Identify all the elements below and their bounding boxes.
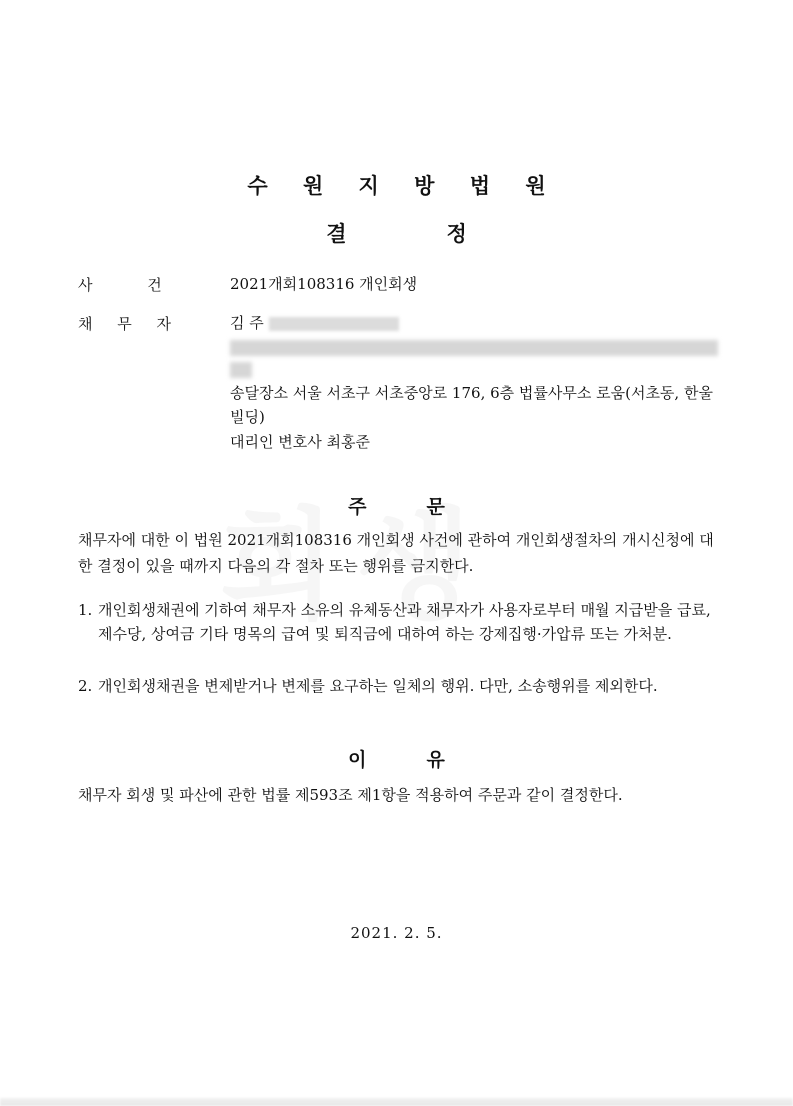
reason-heading — [0, 745, 793, 772]
case-number: 2021개회108316 개인회생 — [230, 275, 418, 293]
debtor-name-line — [230, 311, 399, 335]
order-item-number: 1. — [78, 601, 93, 619]
reason-text: 채무자 회생 및 파산에 관한 법률 제593조 제1항을 적용하여 주문과 같이 결정한다. — [78, 786, 623, 804]
order-heading-right: 문 — [426, 496, 445, 518]
redacted-id-number — [269, 317, 399, 331]
redacted-address-line — [230, 340, 718, 356]
case-label: 사 건 — [78, 276, 162, 294]
order-item — [78, 674, 718, 698]
debtor-label: 채 무 자 — [78, 315, 172, 333]
court-name: 수 원 지 방 법 원 — [247, 174, 560, 198]
order-item — [78, 598, 718, 646]
document-title — [0, 218, 793, 248]
order-item-text: 개인회생채권에 기하여 채무자 소유의 유체동산과 채무자가 사용자로부터 매월 지급받을 급료, 제수당, 상여금 기타 명목의 급여 및 퇴직금에 대하여 하는 강제집행·가압류 또는 가처분. — [98, 601, 711, 643]
reason-heading-right: 유 — [426, 749, 445, 771]
order-heading-left: 주 — [348, 496, 367, 518]
decision-date: 2021. 2. 5. — [350, 924, 443, 942]
document-title-right: 정 — [446, 222, 467, 246]
order-text: 채무자에 대한 이 법원 2021개회108316 개인회생 사건에 관하여 개인회생절차의 개시신청에 대한 결정이 있을 때까지 다음의 각 절차 또는 행위를 금지한다. — [78, 531, 714, 575]
debtor-name: 김 주 — [230, 314, 264, 332]
document-title-left: 결 — [326, 222, 347, 246]
order-item-text: 개인회생채권을 변제받거나 변제를 요구하는 일체의 행위. 다만, 소송행위를 제외한다. — [98, 677, 658, 695]
service-address: 송달장소 서울 서초구 서초중앙로 176, 6층 법률사무소 로움(서초동, 한울빌딩) — [230, 384, 713, 426]
order-item-number: 2. — [78, 677, 93, 695]
order-heading — [0, 492, 793, 519]
reason-heading-left: 이 — [348, 749, 367, 771]
footer-strip — [0, 1098, 793, 1106]
redacted-address-line-2 — [230, 362, 252, 378]
legal-agent: 대리인 변호사 최홍준 — [230, 433, 370, 451]
